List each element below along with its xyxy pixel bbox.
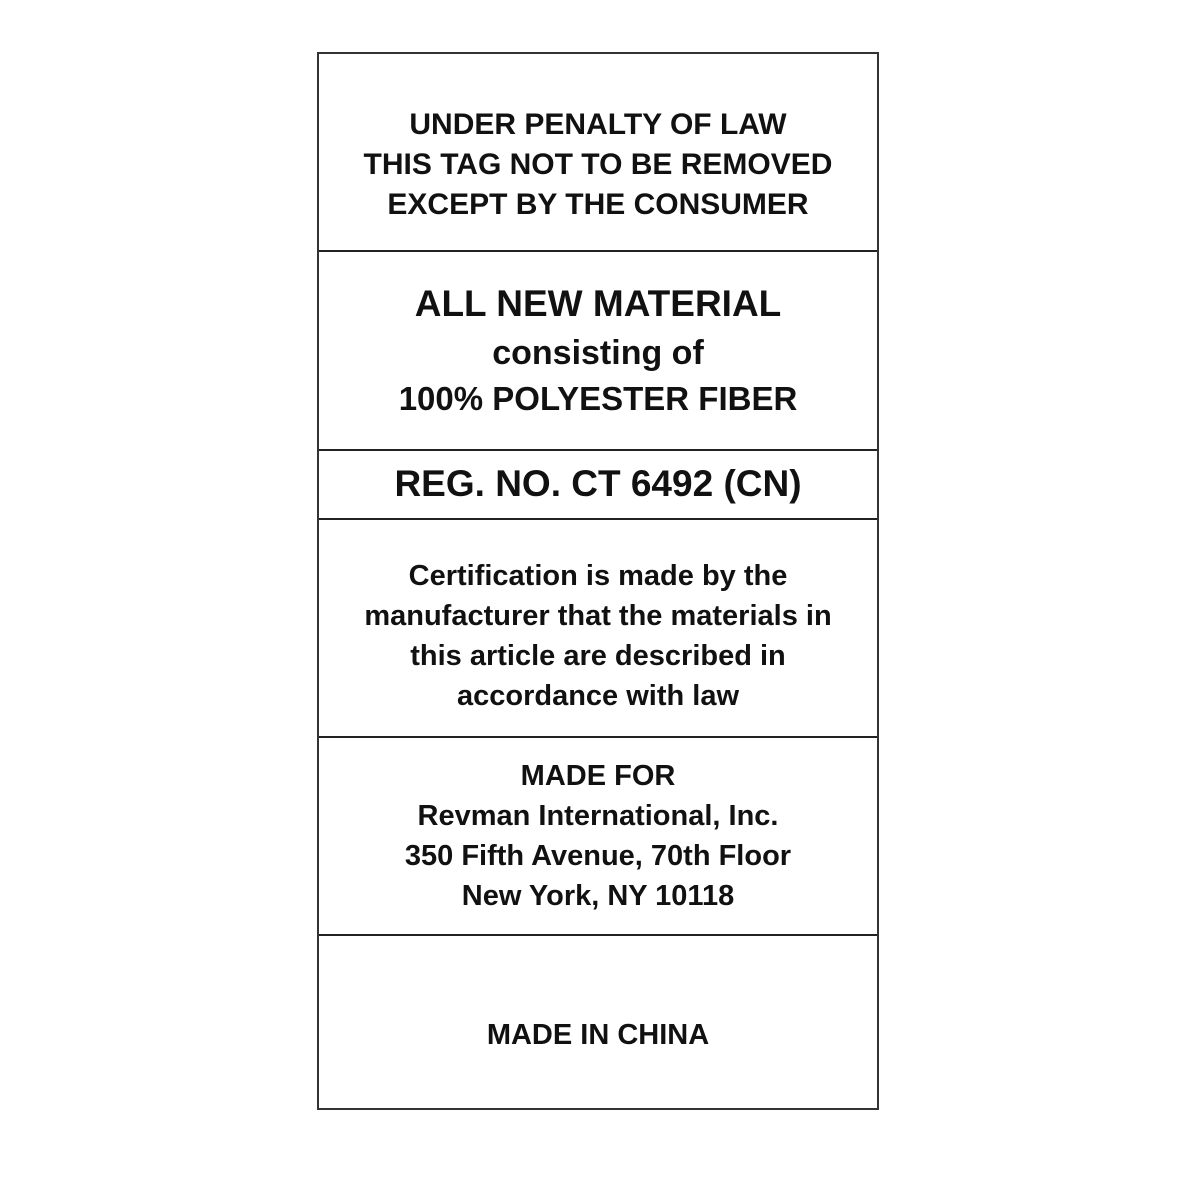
warning-line-2: THIS TAG NOT TO BE REMOVED bbox=[363, 148, 833, 181]
registration-number: REG. NO. CT 6492 (CN) bbox=[394, 463, 802, 504]
company-name: Revman International, Inc. bbox=[417, 800, 779, 832]
address-line-2: New York, NY 10118 bbox=[461, 880, 735, 912]
material-section bbox=[319, 252, 877, 448]
certification-line-3: this article are described in bbox=[410, 639, 786, 672]
warning-line-3: EXCEPT BY THE CONSUMER bbox=[387, 188, 809, 221]
origin-text: MADE IN CHINA bbox=[486, 1019, 710, 1051]
material-composition: 100% POLYESTER FIBER bbox=[398, 380, 798, 417]
warning-line-1: UNDER PENALTY OF LAW bbox=[409, 108, 787, 141]
certification-line-4: accordance with law bbox=[456, 679, 740, 712]
material-subtitle: consisting of bbox=[492, 334, 704, 372]
made-for-section bbox=[319, 738, 877, 934]
origin-section bbox=[319, 936, 877, 1108]
material-title: ALL NEW MATERIAL bbox=[414, 283, 782, 324]
certification-line-2: manufacturer that the materials in bbox=[364, 599, 832, 632]
registration-section bbox=[319, 451, 877, 517]
warning-section bbox=[319, 54, 877, 250]
certification-section bbox=[319, 520, 877, 735]
law-tag bbox=[317, 52, 879, 1110]
made-for-heading: MADE FOR bbox=[520, 760, 676, 792]
certification-line-1: Certification is made by the bbox=[408, 559, 788, 592]
address-line-1: 350 Fifth Avenue, 70th Floor bbox=[404, 840, 792, 872]
